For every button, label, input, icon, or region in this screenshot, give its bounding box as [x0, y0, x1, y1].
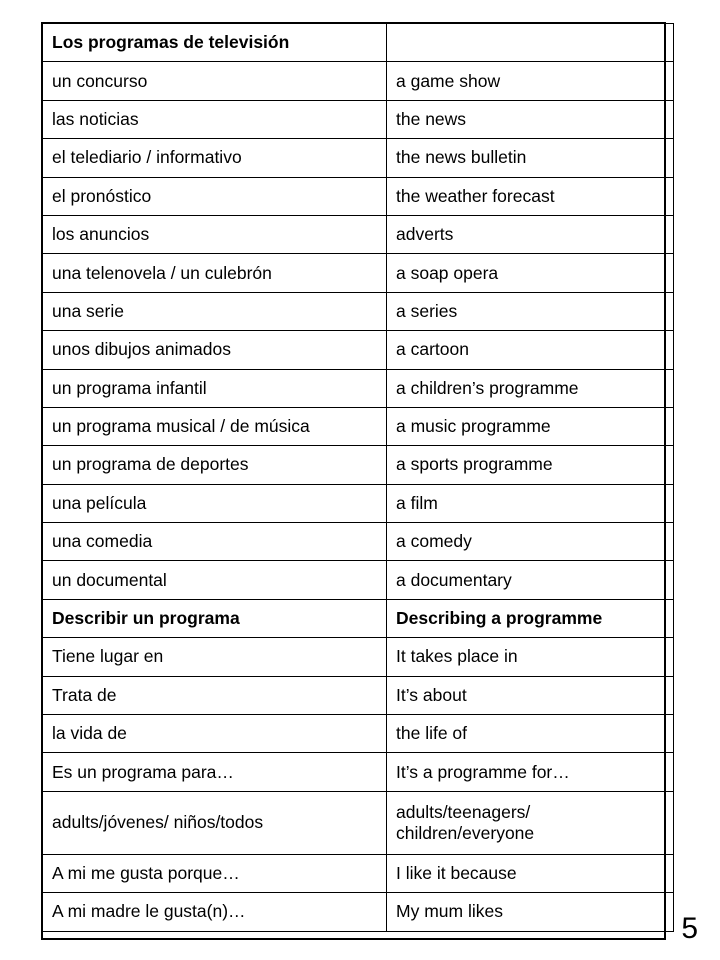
table-row [43, 791, 674, 854]
spanish-term-cell: un programa infantil [43, 369, 387, 407]
english-translation-cell: the life of [387, 715, 674, 753]
spanish-term-cell: A mi me gusta porque… [43, 854, 387, 892]
table-row [43, 62, 674, 100]
english-translation-cell: a sports programme [387, 446, 674, 484]
english-translation-cell: a documentary [387, 561, 674, 599]
english-translation-cell: adverts [387, 215, 674, 253]
spanish-term-cell: un programa musical / de música [43, 407, 387, 445]
table-row [43, 100, 674, 138]
english-translation-cell: a game show [387, 62, 674, 100]
spanish-term-cell: unos dibujos animados [43, 331, 387, 369]
table-row [43, 331, 674, 369]
english-translation-cell: a children’s programme [387, 369, 674, 407]
english-translation-cell: the weather forecast [387, 177, 674, 215]
spanish-term-cell: una serie [43, 292, 387, 330]
table-row [43, 854, 674, 892]
table-row [43, 369, 674, 407]
spanish-term-cell: A mi madre le gusta(n)… [43, 893, 387, 931]
spanish-term-cell: las noticias [43, 100, 387, 138]
spanish-term-cell: un concurso [43, 62, 387, 100]
table-row [43, 523, 674, 561]
spanish-term-cell: el telediario / informativo [43, 139, 387, 177]
english-translation-cell: a cartoon [387, 331, 674, 369]
english-translation-cell: a music programme [387, 407, 674, 445]
table-row [43, 561, 674, 599]
spanish-term-cell: Describir un programa [43, 599, 387, 637]
english-translation-cell: a comedy [387, 523, 674, 561]
table-row [43, 139, 674, 177]
spanish-term-cell: una película [43, 484, 387, 522]
table-row [43, 893, 674, 931]
spanish-term-cell: un documental [43, 561, 387, 599]
spanish-term-cell: la vida de [43, 715, 387, 753]
spanish-term-cell: un programa de deportes [43, 446, 387, 484]
english-translation-cell: Describing a programme [387, 599, 674, 637]
english-translation-cell: the news [387, 100, 674, 138]
section-header-row [43, 24, 674, 62]
spanish-term-cell: adults/jóvenes/ niños/todos [43, 791, 387, 854]
table-row [43, 446, 674, 484]
spanish-term-cell: los anuncios [43, 215, 387, 253]
spanish-term-cell: Es un programa para… [43, 753, 387, 791]
section-header-row [43, 599, 674, 637]
english-translation-cell: My mum likes [387, 893, 674, 931]
english-translation-cell: the news bulletin [387, 139, 674, 177]
table-row [43, 638, 674, 676]
english-translation-cell: I like it because [387, 854, 674, 892]
english-translation-cell: It takes place in [387, 638, 674, 676]
english-translation-cell: a film [387, 484, 674, 522]
vocabulary-table-body [43, 24, 674, 932]
page-number: 5 [681, 912, 698, 945]
table-row [43, 484, 674, 522]
vocabulary-table [42, 23, 674, 932]
english-translation-cell [387, 24, 674, 62]
table-row [43, 254, 674, 292]
table-row [43, 753, 674, 791]
spanish-term-cell: el pronóstico [43, 177, 387, 215]
spanish-term-cell: Los programas de televisión [43, 24, 387, 62]
english-translation-cell: adults/teenagers/ children/everyone [387, 791, 674, 854]
table-row [43, 292, 674, 330]
table-row [43, 715, 674, 753]
table-row [43, 407, 674, 445]
english-translation-cell: a soap opera [387, 254, 674, 292]
table-row [43, 215, 674, 253]
spanish-term-cell: Tiene lugar en [43, 638, 387, 676]
spanish-term-cell: una comedia [43, 523, 387, 561]
english-translation-cell: It’s a programme for… [387, 753, 674, 791]
spanish-term-cell: Trata de [43, 676, 387, 714]
table-row [43, 676, 674, 714]
english-translation-cell: a series [387, 292, 674, 330]
english-translation-cell: It’s about [387, 676, 674, 714]
table-row [43, 177, 674, 215]
spanish-term-cell: una telenovela / un culebrón [43, 254, 387, 292]
